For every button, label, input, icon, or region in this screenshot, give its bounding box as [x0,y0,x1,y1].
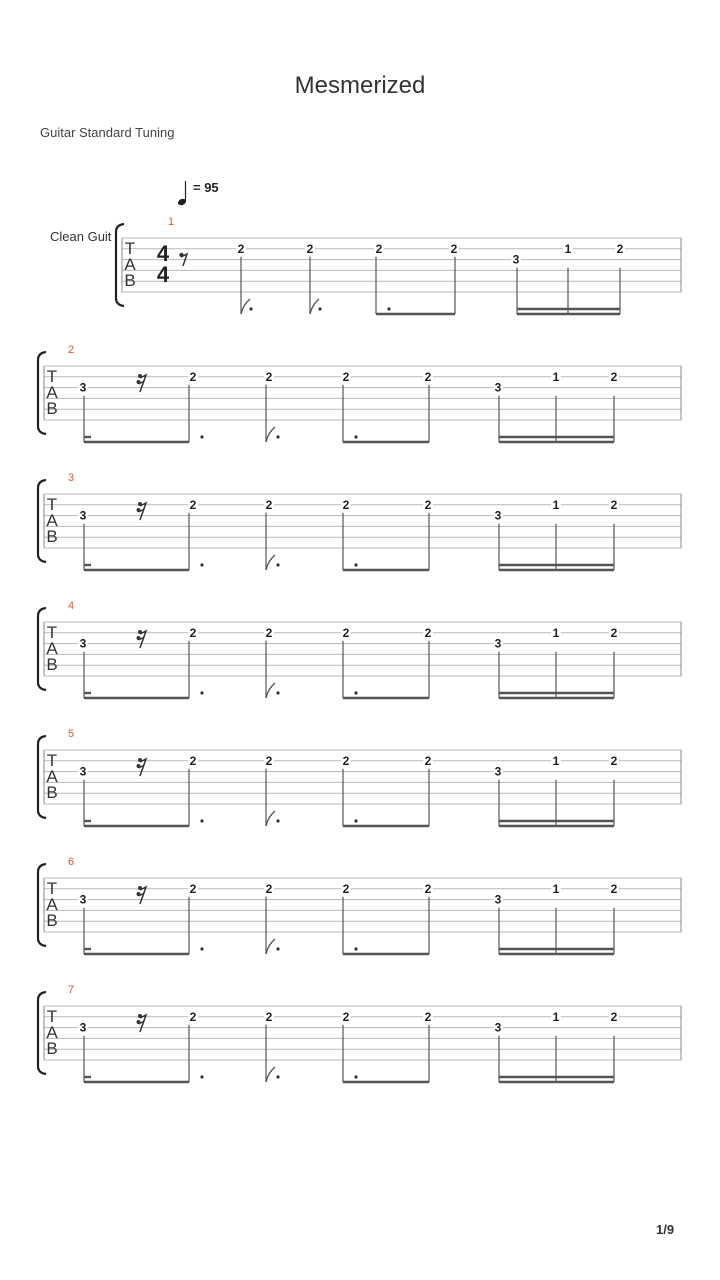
system-bracket [38,352,46,434]
fret-number: 3 [494,636,502,651]
fret-number: 3 [79,892,87,907]
fret-number: 1 [552,881,560,896]
fret-number: 3 [512,252,520,267]
fret-number: 2 [342,1009,350,1024]
fret-number: 2 [265,1009,273,1024]
fret-number: 2 [610,881,618,896]
staff-system [0,594,720,704]
tab-clef-letter: T [46,495,58,514]
tab-staff [0,466,720,576]
fret-number: 2 [424,881,432,896]
fret-number: 2 [265,753,273,768]
staff-system [0,850,720,960]
staff-system [0,978,720,1088]
fret-number: 2 [450,241,458,256]
fret-number: 2 [265,625,273,640]
fret-number: 2 [265,369,273,384]
measure-number: 5 [68,728,75,740]
fret-number: 2 [342,753,350,768]
system-bracket [38,992,46,1074]
tab-clef-letter: T [46,1007,58,1026]
fret-number: 2 [237,241,245,256]
fret-number: 2 [616,241,624,256]
measure-number: 7 [68,984,75,996]
fret-number: 3 [494,892,502,907]
fret-number: 3 [79,764,87,779]
system-bracket [38,864,46,946]
tab-clef-letter: B [46,399,58,418]
fret-number: 2 [424,753,432,768]
fret-number: 2 [610,1009,618,1024]
fret-number: 2 [342,497,350,512]
staff-system [0,722,720,832]
tab-staff [0,210,720,320]
staff-system [0,210,720,320]
fret-number: 2 [342,369,350,384]
fret-number: 2 [265,881,273,896]
fret-number: 3 [494,764,502,779]
page-number: 1/9 [656,1222,675,1237]
fret-number: 3 [79,380,87,395]
tab-clef-letter: B [46,527,58,546]
fret-number: 2 [610,753,618,768]
tab-clef-letter: A [46,511,58,530]
fret-number: 1 [552,369,560,384]
tab-clef-letter: A [46,767,58,786]
tab-clef-letter: B [124,271,136,290]
fret-number: 2 [265,497,273,512]
fret-number: 2 [610,625,618,640]
fret-number: 3 [79,1020,87,1035]
fret-number: 2 [375,241,383,256]
tab-clef-letter: A [46,383,58,402]
tuning-label: Guitar Standard Tuning [40,125,175,140]
fret-number: 2 [189,369,197,384]
fret-number: 3 [494,380,502,395]
fret-number: 1 [564,241,572,256]
time-signature-top: 4 [156,241,170,266]
system-bracket [38,736,46,818]
tempo-marking [181,180,241,208]
system-bracket [38,480,46,562]
song-title: Mesmerized [294,72,426,99]
fret-number: 2 [424,497,432,512]
measure-number: 2 [68,344,75,356]
fret-number: 1 [552,625,560,640]
measure-number: 4 [68,600,75,612]
tab-clef-letter: B [46,1039,58,1058]
tab-clef-letter: T [46,623,58,642]
measure-number: 3 [68,472,75,484]
tab-clef-letter: A [46,639,58,658]
fret-number: 1 [552,753,560,768]
fret-number: 1 [552,1009,560,1024]
staff-system [0,338,720,448]
tab-staff [0,594,720,704]
tab-clef-letter: T [46,751,58,770]
tempo-value: = 95 [193,180,219,195]
measure-number: 1 [168,216,175,228]
tab-clef-letter: B [46,655,58,674]
fret-number: 2 [189,881,197,896]
tab-staff [0,850,720,960]
fret-number: 1 [552,497,560,512]
quarter-note-icon [177,180,191,208]
fret-number: 2 [610,497,618,512]
fret-number: 2 [306,241,314,256]
tab-clef-letter: A [124,255,136,274]
fret-number: 3 [79,636,87,651]
fret-number: 2 [189,625,197,640]
fret-number: 2 [342,881,350,896]
fret-number: 2 [424,1009,432,1024]
tab-clef-letter: T [46,879,58,898]
tab-clef-letter: A [46,895,58,914]
tab-clef-letter: T [124,239,136,258]
fret-number: 2 [189,1009,197,1024]
fret-number: 2 [342,625,350,640]
fret-number: 2 [189,753,197,768]
fret-number: 3 [79,508,87,523]
staff-system [0,466,720,576]
tab-clef-letter: A [46,1023,58,1042]
measure-number: 6 [68,856,75,868]
tab-staff [0,978,720,1088]
tab-staff [0,338,720,448]
fret-number: 2 [189,497,197,512]
tab-staff [0,722,720,832]
fret-number: 3 [494,508,502,523]
system-bracket [38,608,46,690]
tab-clef-letter: B [46,911,58,930]
time-signature-bottom: 4 [156,262,170,287]
system-bracket [116,224,124,306]
fret-number: 2 [424,625,432,640]
fret-number: 2 [610,369,618,384]
track-name: Clean Guit [50,229,112,244]
tab-clef-letter: B [46,783,58,802]
fret-number: 2 [424,369,432,384]
tab-clef-letter: T [46,367,58,386]
fret-number: 3 [494,1020,502,1035]
